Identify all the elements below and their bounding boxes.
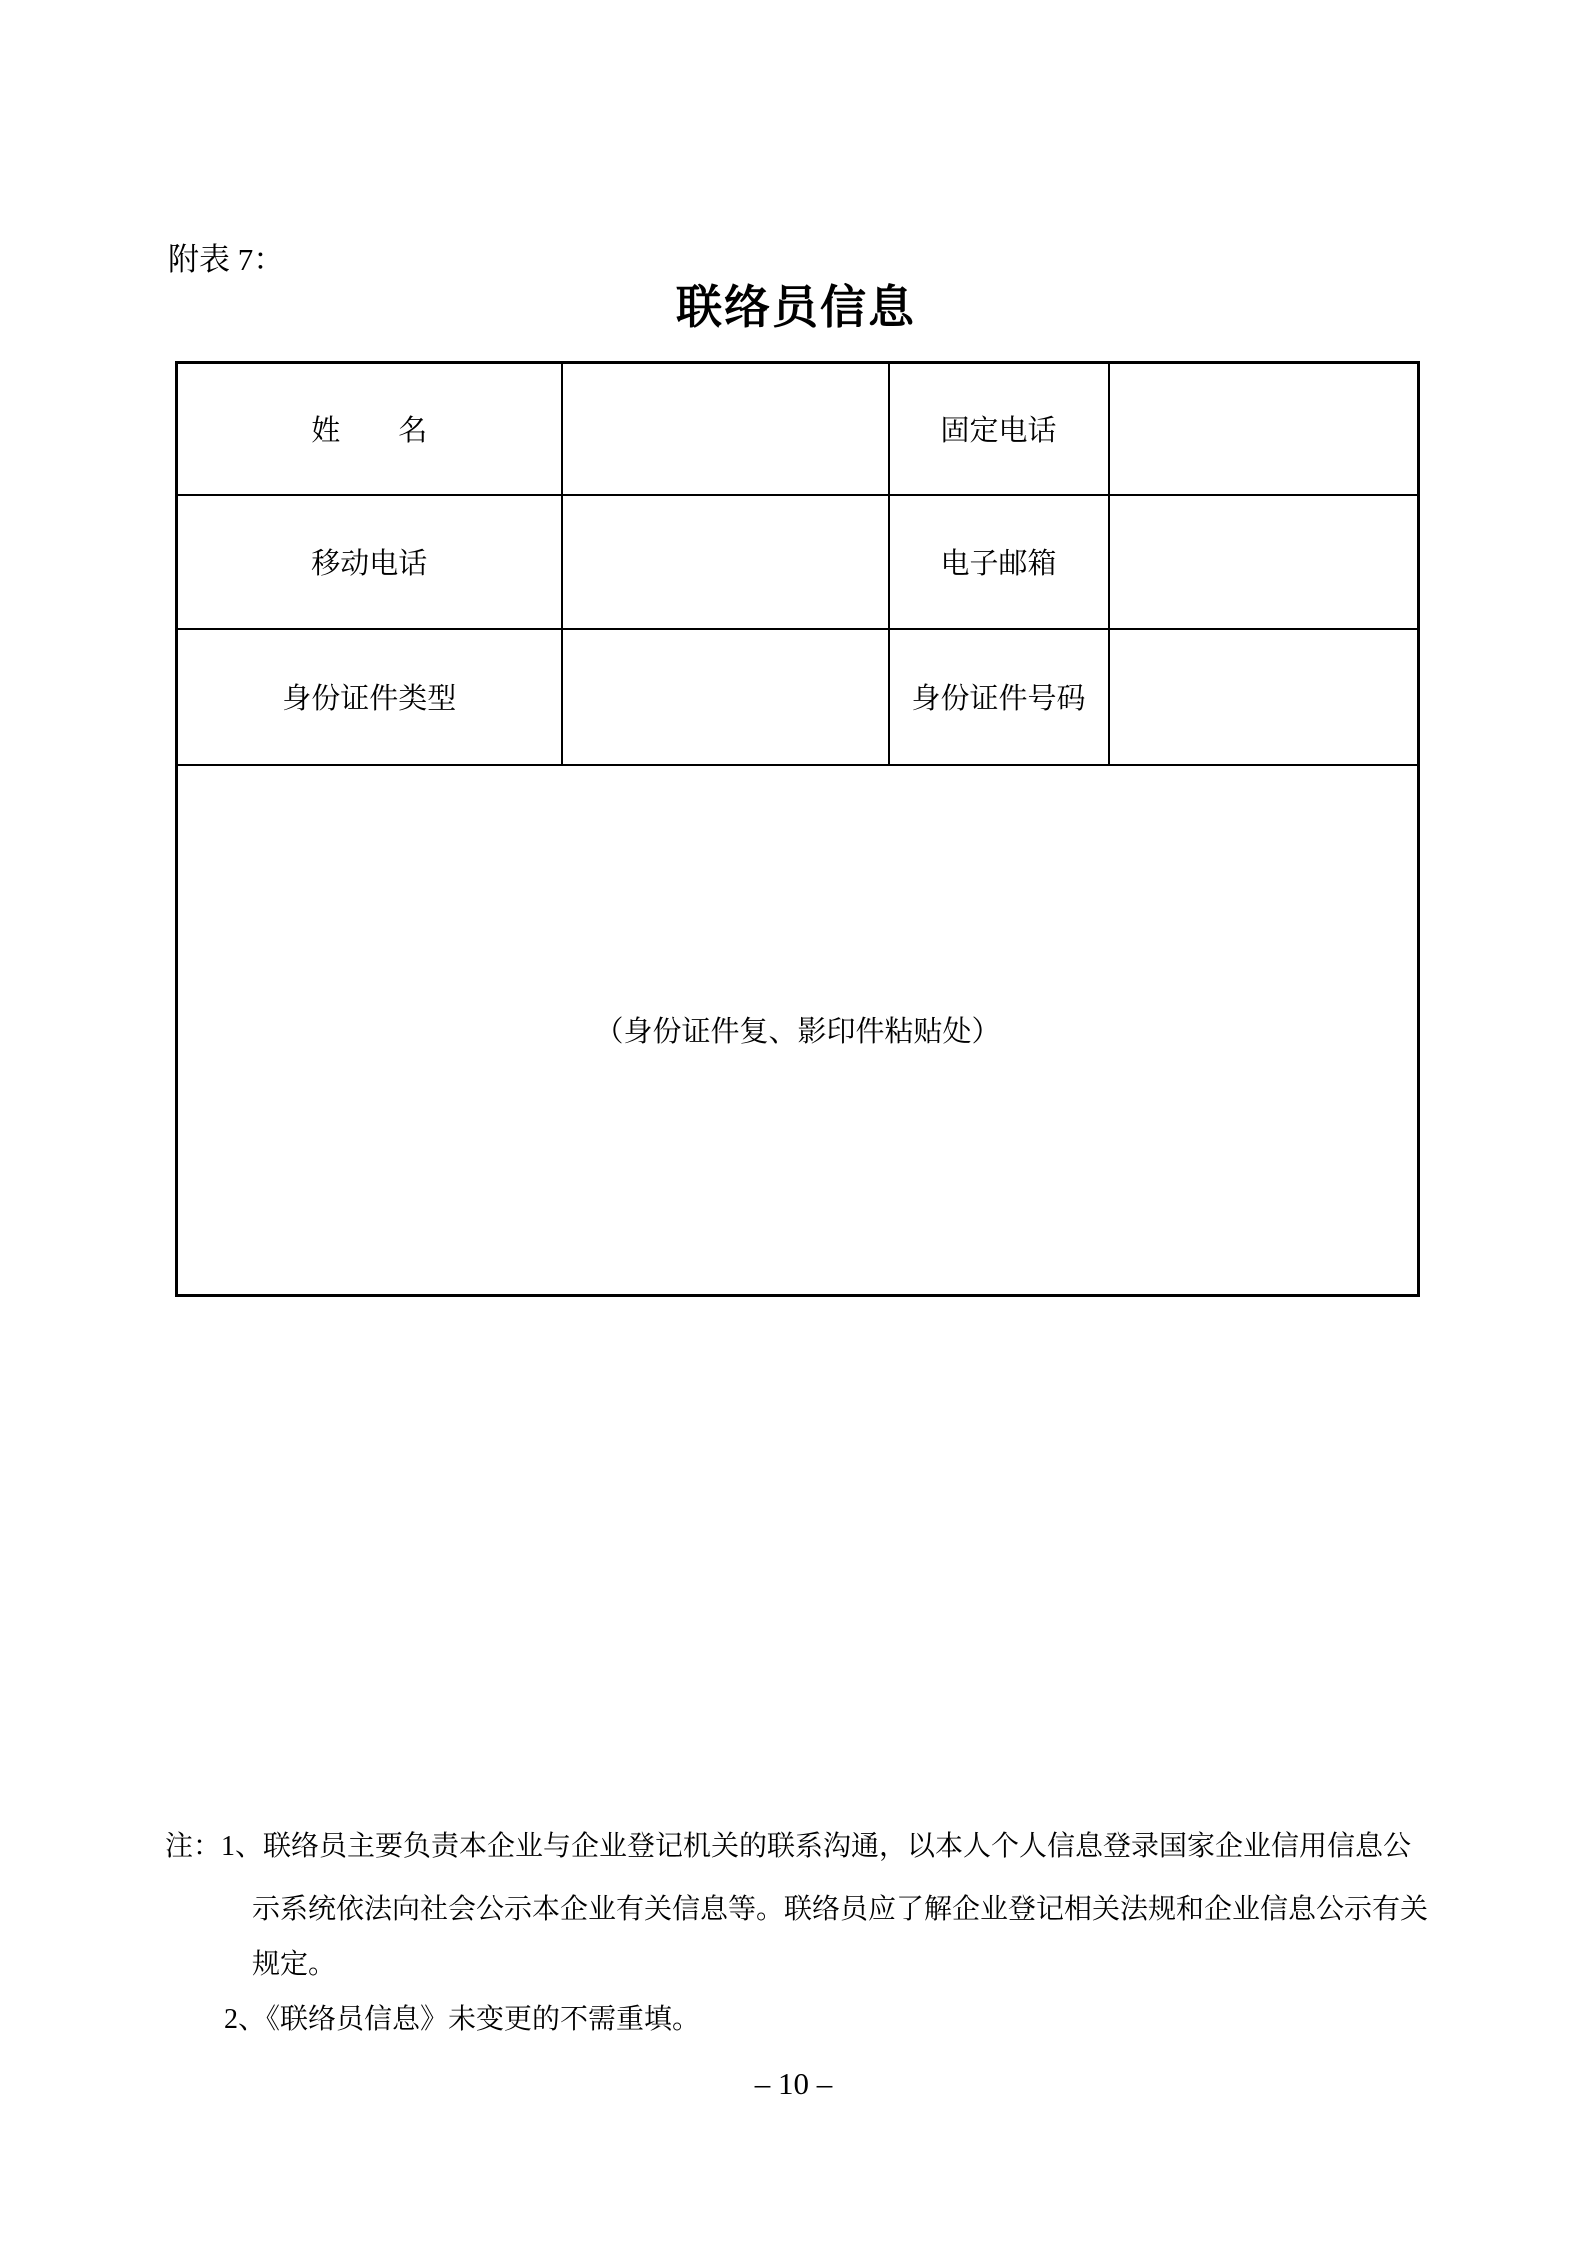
contact-info-table bbox=[175, 361, 1420, 1297]
email-value-cell bbox=[1109, 495, 1419, 629]
id-copy-paste-area: （身份证件复、影印件粘贴处） bbox=[177, 765, 1419, 1296]
page-title: 联络员信息 bbox=[676, 282, 916, 333]
table-row bbox=[177, 765, 1419, 1296]
name-value-cell bbox=[562, 363, 889, 495]
id-number-label-cell: 身份证件号码 bbox=[889, 629, 1109, 765]
footnote-line: 示系统依法向社会公示本企业有关信息等。联络员应了解企业登记相关法规和企业信息公示有关 bbox=[252, 1894, 1429, 1925]
footnote-line: 2、《联络员信息》未变更的不需重填。 bbox=[224, 2004, 701, 2035]
mobile-phone-label-cell: 移动电话 bbox=[177, 495, 562, 629]
mobile-phone-value-cell bbox=[562, 495, 889, 629]
name-label-cell: 姓 名 bbox=[177, 363, 562, 495]
table-row bbox=[177, 363, 1419, 495]
fixed-phone-value-cell bbox=[1109, 363, 1419, 495]
page-number: – 10 – bbox=[754, 2066, 833, 2101]
fixed-phone-label-cell: 固定电话 bbox=[889, 363, 1109, 495]
attachment-table-label: 附表 7： bbox=[168, 242, 285, 277]
table-row bbox=[177, 495, 1419, 629]
email-label-cell: 电子邮箱 bbox=[889, 495, 1109, 629]
id-number-value-cell bbox=[1109, 629, 1419, 765]
footnote-line: 注：1、联络员主要负责本企业与企业登记机关的联系沟通，以本人个人信息登录国家企业信用信息公 bbox=[165, 1831, 1412, 1862]
id-type-label-cell: 身份证件类型 bbox=[177, 629, 562, 765]
id-type-value-cell bbox=[562, 629, 889, 765]
table-row bbox=[177, 629, 1419, 765]
footnote-line: 规定。 bbox=[252, 1949, 337, 1980]
